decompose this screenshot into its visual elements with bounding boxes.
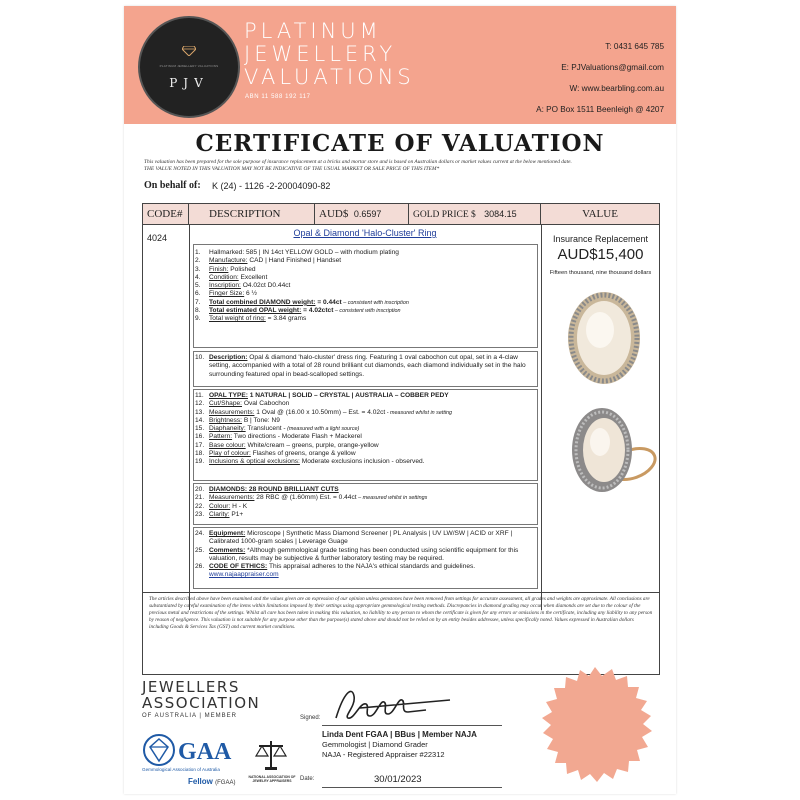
list-item: 7. Total combined DIAMOND weight: = 0.44ct – consistent with inscription — [195, 298, 409, 306]
insurance-amount-words: Fifteen thousand, nine thousand dollars — [549, 270, 652, 276]
list-item: 11. OPAL TYPE: 1 NATURAL | SOLID – CRYSTAL | AUSTRALIA – COBBER PEDY — [195, 392, 449, 399]
insurance-amount: AUD$15,400 — [557, 246, 644, 263]
list-item: 10. Description: Opal & diamond 'halo-cluster' dress ring. Featuring 1 oval cabochon cut opal, set in a 4-claw setting, accompanied with a total of 28 round brilliant cut diamonds, each diamond individually set in the halo surrounding featured opal in bead-scalloped settings. — [195, 354, 526, 378]
list-item: 13. Measurements: 1 Oval @ (16.00 x 10.50mm) – Est. = 4.02ct - measured whilst in setting — [195, 408, 453, 416]
list-item: 23. Clarity: P1+ — [195, 510, 244, 518]
ja-line-3: OF AUSTRALIA | MEMBER — [142, 713, 237, 719]
brand-line-2: JEWELLERY — [244, 42, 397, 66]
list-item: 19. Inclusions & optical exclusions: Moderate exclusions inclusion - observed. — [195, 458, 425, 466]
disclaimer-text: The articles described above have been examined and the values given are an expression of our opinion unless gemstones have been removed from settings for accurate assessment, all grades and weights are approximate. All conclusions are substantiated by careful examination of the items within limitations imposed by their settings using appropriate gemmological testing methods. Discrepancies in diamond grading may occur when diamonds are set due to the colour of the precious metal and restrictions of the settings. Whilst all care has been taken in making this valuation, no liability to any person to whom the certificate is given for any errors or omissions in the certificate, including any liability to any person by reason of negligence. This valuation is not suitable for any purpose other than the purpose(s) stated above and should not be relied on by an entity besides addressee, unless specifically noted. Values expressed in Australian dollars including Goods & Services Tax (GST) and current market conditions. — [149, 596, 653, 631]
intro-line-1: This valuation has been prepared for the sole purpose of insurance replacement at a bricks and mortar store and is based on Australian dollars or market values current at the below mentioned date. — [144, 159, 572, 165]
postal-address: A: PO Box 1511 Beenleigh @ 4207 — [536, 105, 664, 114]
list-item: 18. Play of colour: Flashes of greens, orange & yellow — [195, 450, 356, 458]
column-divider — [541, 224, 542, 610]
insurance-label: Insurance Replacement — [552, 234, 649, 244]
brand-line-1: PLATINUM — [244, 19, 382, 43]
gaa-text: GAA — [178, 739, 232, 765]
list-item: 17. Base colour: White/cream – greens, purple, orange-yellow — [195, 441, 379, 449]
signer-title-2: NAJA - Registered Appraiser #22312 — [322, 750, 445, 759]
list-item: 24. Equipment: Microscope | Synthetic Mass Diamond Screener | PL Analysis | UV LW/SW | ACID or XRF | Calibrated 1000-gram scales | Leverage Guage — [195, 530, 513, 546]
list-item: 21. Measurements: 28 RBC @ (1.60mm) Est. = 0.44ct – measured whilst in settings — [195, 494, 428, 502]
item-code: 4024 — [147, 233, 168, 243]
date-line — [322, 787, 502, 788]
list-item: 12. Cut/Shape: Oval Cabochon — [195, 400, 290, 408]
section-description — [193, 351, 538, 387]
naja-text: NATIONAL ASSOCIATION OF JEWELRY APPRAISERS — [248, 775, 296, 783]
brand-name — [244, 20, 415, 89]
behalf-label: On behalf of: — [144, 180, 201, 191]
section-general — [193, 244, 538, 348]
list-item: 22. Colour: H - K — [195, 502, 248, 510]
certificate-page — [124, 6, 676, 794]
gaa-fellow-label: Fellow — [188, 777, 213, 786]
intro-statement — [144, 159, 664, 173]
email[interactable]: E: PJValuations@gmail.com — [561, 63, 664, 72]
brand-line-3: VALUATIONS — [244, 65, 415, 89]
header-gold-value: 3084.15 — [484, 209, 517, 219]
scales-of-justice-icon — [254, 738, 288, 772]
section-equipment — [193, 527, 538, 589]
pjv-logo — [138, 16, 240, 118]
header-aud — [315, 204, 409, 224]
gaa-subtitle: Gemmological Association of Australia — [142, 767, 220, 772]
list-item: 6. Finger Size: 6 ½ — [195, 290, 258, 298]
list-item: 5. Inscription: O4.02ct D0.44ct — [195, 282, 291, 290]
ethics-link[interactable]: www.najaappraiser.com — [209, 571, 279, 579]
header-code: CODE# — [143, 204, 189, 224]
diamond-icon — [182, 46, 196, 56]
gaa-logo — [142, 733, 252, 767]
divider — [143, 592, 659, 593]
ring-side-view-image — [560, 402, 660, 502]
list-item: 14. Brightness: B | Tone: N9 — [195, 416, 280, 424]
abn-number: ABN 11 588 192 117 — [245, 94, 311, 100]
valuation-table — [142, 203, 660, 675]
signature-icon — [330, 682, 470, 724]
gaa-fellow-abbr: (FGAA) — [215, 780, 236, 786]
valuation-seal-icon — [534, 666, 656, 788]
table-header-row — [143, 204, 659, 225]
gaa-fellow — [188, 777, 235, 786]
list-item: 1. Hallmarked: 585 | IN 14ct YELLOW GOLD – with rhodium plating — [195, 249, 399, 256]
contact-details — [536, 36, 664, 120]
behalf-value: K (24) - 1126 -2-20004090-82 — [212, 181, 331, 191]
list-item: 20. DIAMONDS: 28 ROUND BRILLIANT CUTS — [195, 486, 339, 493]
header-gold — [409, 204, 541, 224]
list-item: 26. CODE OF ETHICS: This appraisal adheres to the NAJA's ethical standards and guidelines. www.najaappraiser.com — [195, 563, 476, 579]
ja-line-1: JEWELLERS — [142, 678, 240, 696]
list-item: 8. Total estimated OPAL weight: = 4.02ctct – consistent with inscription — [195, 307, 401, 315]
signed-label: Signed: — [300, 715, 321, 721]
intro-line-2: THE VALUE NOTED IN THIS VALUATION MAY NOT BE INDICATIVE OF THE USUAL MARKET OR SALE PRICE OF THIS ITEM* — [144, 166, 440, 172]
header-aud-value: 0.6597 — [353, 209, 382, 219]
section-opal — [193, 389, 538, 481]
item-title: Opal & Diamond 'Halo-Cluster' Ring — [293, 228, 437, 238]
list-item: 16. Pattern: Two directions - Moderate Flash + Mackerel — [195, 433, 362, 441]
list-item: 2. Manufacture: CAD | Hand Finished | Handset — [195, 257, 342, 265]
date-label: Date: — [300, 776, 315, 782]
list-item: 4. Condition: Excellent — [195, 273, 268, 281]
header-description: DESCRIPTION — [189, 204, 315, 224]
signer-name: Linda Dent FGAA | BBus | Member NAJA — [322, 730, 477, 739]
date-value: 30/01/2023 — [374, 774, 422, 785]
list-item: 25. Comments: *Although gemmological grade testing has been conducted using scientific equipment for this valuation, results may be subjective & further laboratory testing may be required. — [195, 546, 519, 562]
list-item: 3. Finish: Polished — [195, 265, 256, 273]
list-item: 9. Total weight of ring: = 3.84 grams — [195, 315, 307, 323]
phone: T: 0431 645 785 — [605, 42, 664, 51]
document-title: CERTIFICATE OF VALUATION — [195, 130, 605, 157]
ring-top-view-image — [564, 288, 644, 388]
header-gold-label: GOLD PRICE $ — [413, 210, 476, 220]
logo-tagline: PLATINUM JEWELLERY VALUATIONS — [159, 64, 219, 68]
signature-line — [322, 725, 502, 726]
header-aud-label: AUD$ — [319, 208, 349, 220]
letterhead — [124, 6, 676, 124]
signer-title-1: Gemmologist | Diamond Grader — [322, 740, 428, 749]
header-value: VALUE — [582, 208, 618, 220]
jewellers-association-logo — [142, 679, 262, 719]
list-item: 15. Diaphaneity: Translucent - (measured with a light source) — [195, 425, 360, 433]
logo-initials: PJV — [169, 76, 209, 90]
ja-line-2: ASSOCIATION — [142, 694, 261, 712]
section-diamonds — [193, 483, 538, 525]
website[interactable]: W: www.bearbling.com.au — [569, 84, 664, 93]
column-divider — [189, 224, 190, 610]
